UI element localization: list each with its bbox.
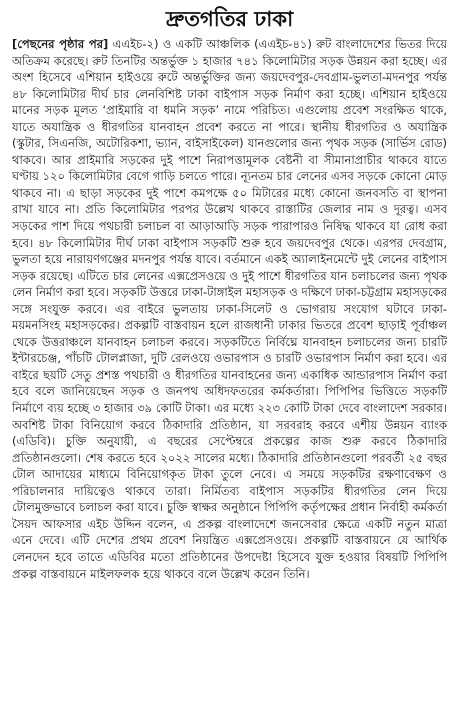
article-headline: দ্রুতগতির ঢাকা <box>165 7 294 31</box>
article-body-text: এএইচ-২) ও একটি আঞ্চলিক (এএইচ-৪১) রুট বাংলাদেশের ভিতর দিয়ে অতিক্রম করেছে। রুট তিনটির অন্তর্ভুক্ত ১ হাজার ৭৪১ কিলোমিটার সড়ক উন্নয়ন করা হচ্ছে। এর অংশ হিসেবে এশিয়ান হাইওয়ে রুটে অন্তর্ভুক্তির জন্য জয়দেবপুর-দেবগ্রাম-ভুলতা-মদনপুর পর্যন্ত ৪৮ কিলোমিটার দীর্ঘ চার লেনবিশিষ্ট ঢাকা বাইপাস সড়ক নির্মাণ করা হচ্ছে। এশিয়ান হাইওয়ে মানের সড়ক মূলত ‘প্রাইমারি বা ধমনি সড়ক’ নামে পরিচিত। এগুলোয় প্রবেশ সংরক্ষিত থাকে, যাতে অযান্ত্রিক ও ধীরগতির যানবাহন প্রবেশ করতে না পারে। স্থানীয় ধীরগতির ও অযান্ত্রিক (স্কুটার, সিএনজি, অটোরিকশা, ভ্যান, বাইসাইকেল) যানগুলোর জন্য পৃথক সড়ক (সার্ভিস রোড) থাকবে। আর প্রাইমারি সড়কের দুই পাশে নিরাপত্তামূলক বেষ্টনী বা সীমানাপ্রাচীর থাকবে যাতে ঘণ্টায় ১২০ কিলোমিটার বেগে গাড়ি চলতে পারে। ন্যূনতম চার লেনের এসব সড়কে কোনো মোড় থাকবে না। এ ছাড়া সড়কের দুই পাশে কমপক্ষে ৫০ মিটারের মধ্যে কোনো জনবসতি বা স্থাপনা রাখা যাবে না। প্রতি কিলোমিটার পরপর উল্লেখ থাকবে রাস্তাটির জেলার নাম ও দূরত্ব। এসব সড়কের পাশ দিয়ে পথচারী চলাচল বা আড়াআড়ি সড়ক পারাপারও নিষিদ্ধ থাকবে যা রোধ করা হবে। ৪৮ কিলোমিটার দীর্ঘ ঢাকা বাইপাস সড়কটি শুরু হবে জয়দেবপুর থেকে। এরপর দেবগ্রাম, ভুলতা হয়ে নারায়ণগঞ্জের মদনপুর পর্যন্ত যাবে। বর্তমানে একই অ্যালাইনমেন্টে দুই লেনের বাইপাস সড়ক রয়েছে। এটিতে চার লেনের এক্সপ্রেসওয়ে ও দুই পাশে ধীরগতির যান চলাচলের জন্য পৃথক লেন নির্মাণ করা হবে। সড়কটি উত্তরে ঢাকা-টাঙ্গাইল মহাসড়ক ও দক্ষিণে ঢাকা-চট্টগ্রাম মহাসড়কের সঙ্গে সংযুক্ত করবে। এর বাইরে ভুলতায় ঢাকা-সিলেট ও ভোগরায় সংযোগ ঘটাবে ঢাকা-ময়মনসিংহ মহাসড়কের। প্রকল্পটি বাস্তবায়ন হলে রাজধানী ঢাকার ভিতরে প্রবেশ ছাড়াই পূর্বাঞ্চল থেকে উত্তরাঞ্চলে যানবাহন চলাচল করবে। সড়কটিতে নির্বিঘ্নে যানবাহন চলাচলের জন্য চারটি ইন্টারচেঞ্জ, পাঁচটি টোলপ্লাজা, দুটি রেলওয়ে ওভারপাস ও চারটি ওভারপাস নির্মাণ করা হবে। এর বাইরে ছয়টি সেতু প্রশস্ত পথচারী ও ধীরগতির যানবাহনের জন্য একাধিক আন্ডারপাস নির্মাণ করা হবে বলে জানিয়েছেন সড়ক ও জনপথ অধিদফতরের কর্মকর্তারা। পিপিপির ভিত্তিতে সড়কটি নির্মাণে ব্যয় হচ্ছে ৩ হাজার ৩৯ কোটি টাকা। এর মধ্যে ২২৩ কোটি টাকা দেবে বাংলাদেশ সরকার। অবশিষ্ট টাকা বিনিয়োগ করবে ঠিকাদারি প্রতিষ্ঠান, যা সরবরাহ করবে এশীয় উন্নয়ন ব্যাংক (এডিবি)। চুক্তি অনুযায়ী, এ বছরের সেপ্টেম্বরে প্রকল্পের কাজ শুরু করবে ঠিকাদারি প্রতিষ্ঠানগুলো। শেষ করতে হবে ২০২২ সালের মধ্যে। ঠিকাদারি প্রতিষ্ঠানগুলো পরবর্তী ২৫ বছর টোল আদায়ের মাধ্যমে বিনিয়োগকৃত টাকা তুলে নেবে। এ সময়ে সড়কটির রক্ষণাবেক্ষণ ও পরিচালনার দায়িত্বেও থাকবে তারা। নির্মিতব্য বাইপাস সড়কটির ধীরগতির লেন দিয়ে টোলমুক্তভাবে চলাচল করা যাবে। চুক্তি স্বাক্ষর অনুষ্ঠানে পিপিপি কর্তৃপক্ষের প্রধান নির্বাহী কর্মকর্তা সৈয়দ আফসার এইচ উদ্দিন বলেন, এ প্রকল্প বাংলাদেশে জনসেবার ক্ষেত্রে একটি নতুন মাত্রা এনে দেবে। এটি দেশের প্রথম প্রবেশ নিয়ন্ত্রিত এক্সপ্রেসওয়ে। প্রকল্পটি বাস্তবায়নে যে আর্থিক লেনদেন হবে তাতে এডিবির মতো প্রতিষ্ঠানের উপদেষ্টা হিসেবে যুক্ত হওয়ার বিষয়টি পিপিপি প্রকল্প বাস্তবায়নে মাইলফলক হয়ে থাকবে বলে উল্লেখ করেন তিনি। <box>12 37 447 581</box>
continued-from-tag: [পেছনের পৃষ্ঠার পর] <box>12 37 109 51</box>
article-body <box>12 36 447 582</box>
